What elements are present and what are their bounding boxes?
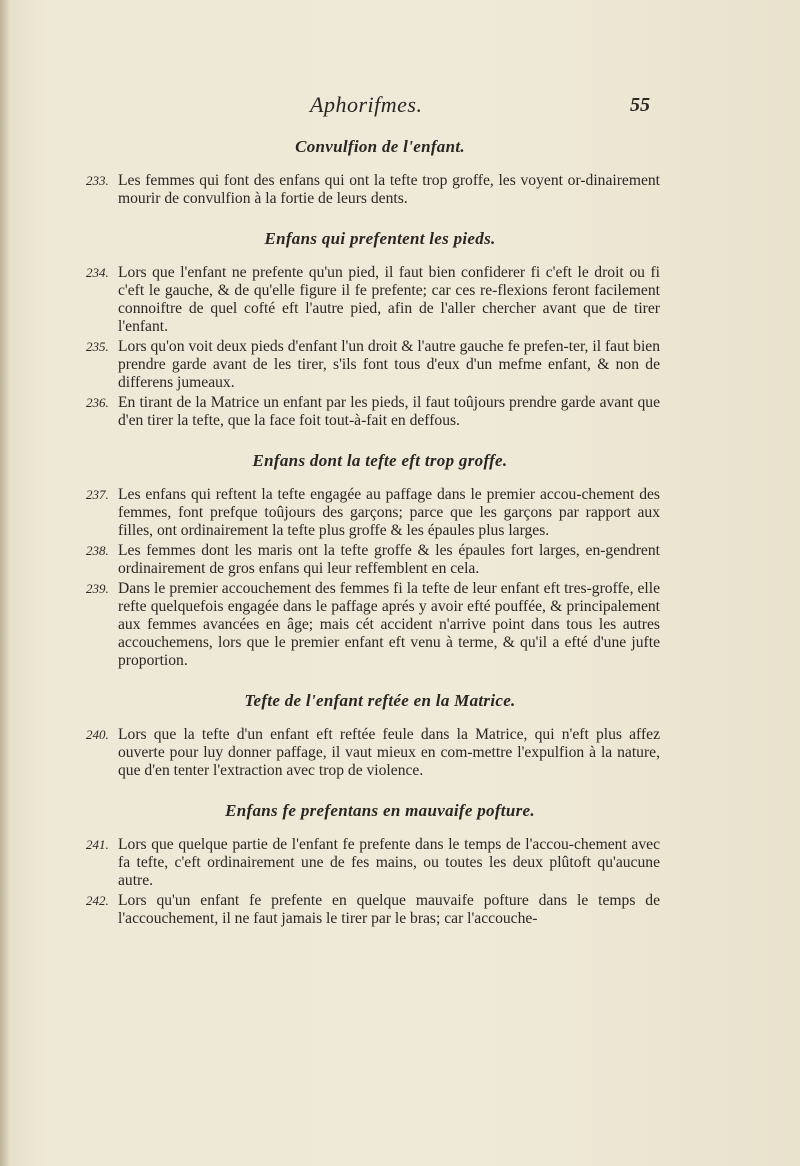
aphorism-text: Lors qu'un enfant fe prefente en quelque mauvaife pofture dans le temps de l'accouchement, il ne faut jamais le tirer par le bras; car l'accouche- xyxy=(118,892,660,927)
aphorism-number: 238. xyxy=(86,543,109,558)
aphorism-number: 241. xyxy=(86,837,109,852)
aphorism-text: Lors qu'on voit deux pieds d'enfant l'un droit & l'autre gauche fe prefen-ter, il faut bien prendre garde avant de les tirer, s'ils font tous d'eux d'un mefme enfant, & non de differens jumeaux. xyxy=(118,338,660,391)
section-heading: Enfans dont la tefte eft trop groffe. xyxy=(252,451,508,470)
aphorism xyxy=(86,836,660,890)
aphorism-text: Lors que quelque partie de l'enfant fe prefente dans le temps de l'accou-chement avec fa tefte, c'eft ordinairement une de fes mains, ou toutes les deux plûtoft qu'aucune autre. xyxy=(118,836,660,889)
aphorism xyxy=(86,264,660,336)
aphorism-number: 239. xyxy=(86,581,109,596)
aphorism xyxy=(86,726,660,780)
section-heading: Enfans qui prefentent les pieds. xyxy=(264,229,496,248)
running-head xyxy=(0,92,800,122)
aphorism-number: 233. xyxy=(86,173,109,188)
aphorism xyxy=(86,580,660,670)
aphorism-number: 236. xyxy=(86,395,109,410)
aphorism-text: Les enfans qui reftent la tefte engagée au paffage dans le premier accou-chement des femmes, font prefque toûjours des garçons; parce que les garçons par rapport aux filles, ont ordinairement la tefte plus groffe & les épaules plus larges. xyxy=(118,486,660,539)
aphorism-text: Les femmes qui font des enfans qui ont la tefte trop groffe, les voyent or-dinairement mourir de convulfion à la fortie de leurs dents. xyxy=(118,172,660,207)
binding-shadow xyxy=(0,0,10,1166)
aphorism xyxy=(86,338,660,392)
section-heading: Convulfion de l'enfant. xyxy=(295,137,465,156)
aphorism-number: 235. xyxy=(86,339,109,354)
page-number: 55 xyxy=(630,94,650,116)
aphorism-text: Lors que la tefte d'un enfant eft reftée feule dans la Matrice, qui n'eft plus affez ouverte pour luy donner paffage, il vaut mieux en com-mettre l'expulfion à la nature, que d'en tenter l'extraction avec trop de violence. xyxy=(118,726,660,779)
section-heading: Enfans fe prefentans en mauvaife pofture. xyxy=(225,801,535,820)
aphorism xyxy=(86,486,660,540)
aphorism xyxy=(86,172,660,208)
aphorism-text: Dans le premier accouchement des femmes fi la tefte de leur enfant eft tres-groffe, elle refte quelquefois engagée dans le paffage aprés y avoir efté pouffée, & principalement aux femmes avancées en âge; mais cét accident n'arrive point dans tous les autres accouchemens, lors que le premier enfant eft venu à terme, & qu'il a efté d'une jufte proportion. xyxy=(118,580,660,669)
aphorism-text: Les femmes dont les maris ont la tefte groffe & les épaules fort larges, en-gendrent ordinairement de gros enfans qui leur reffemblent en cela. xyxy=(118,542,660,577)
aphorism-text: Lors que l'enfant ne prefente qu'un pied, il faut bien confiderer fi c'eft le droit ou fi c'eft le gauche, & de qu'elle figure il fe prefente; car ces re-flexions feront facilement connoiftre de quel cofté eft l'autre pied, afin de l'aller chercher avant que de tirer l'enfant. xyxy=(118,264,660,335)
aphorism xyxy=(86,892,660,928)
aphorism-number: 242. xyxy=(86,893,109,908)
aphorism-number: 234. xyxy=(86,265,109,280)
aphorism-number: 237. xyxy=(86,487,109,502)
aphorism xyxy=(86,394,660,430)
aphorism-text: En tirant de la Matrice un enfant par les pieds, il faut toûjours prendre garde avant que d'en tirer la tefte, que la face foit tout-à-fait en deffous. xyxy=(118,394,660,429)
page-body xyxy=(86,137,660,930)
section-heading: Tefte de l'enfant reftée en la Matrice. xyxy=(244,691,516,710)
aphorism xyxy=(86,542,660,578)
running-head-title: Aphorifmes. xyxy=(310,92,423,117)
aphorism-number: 240. xyxy=(86,727,109,742)
